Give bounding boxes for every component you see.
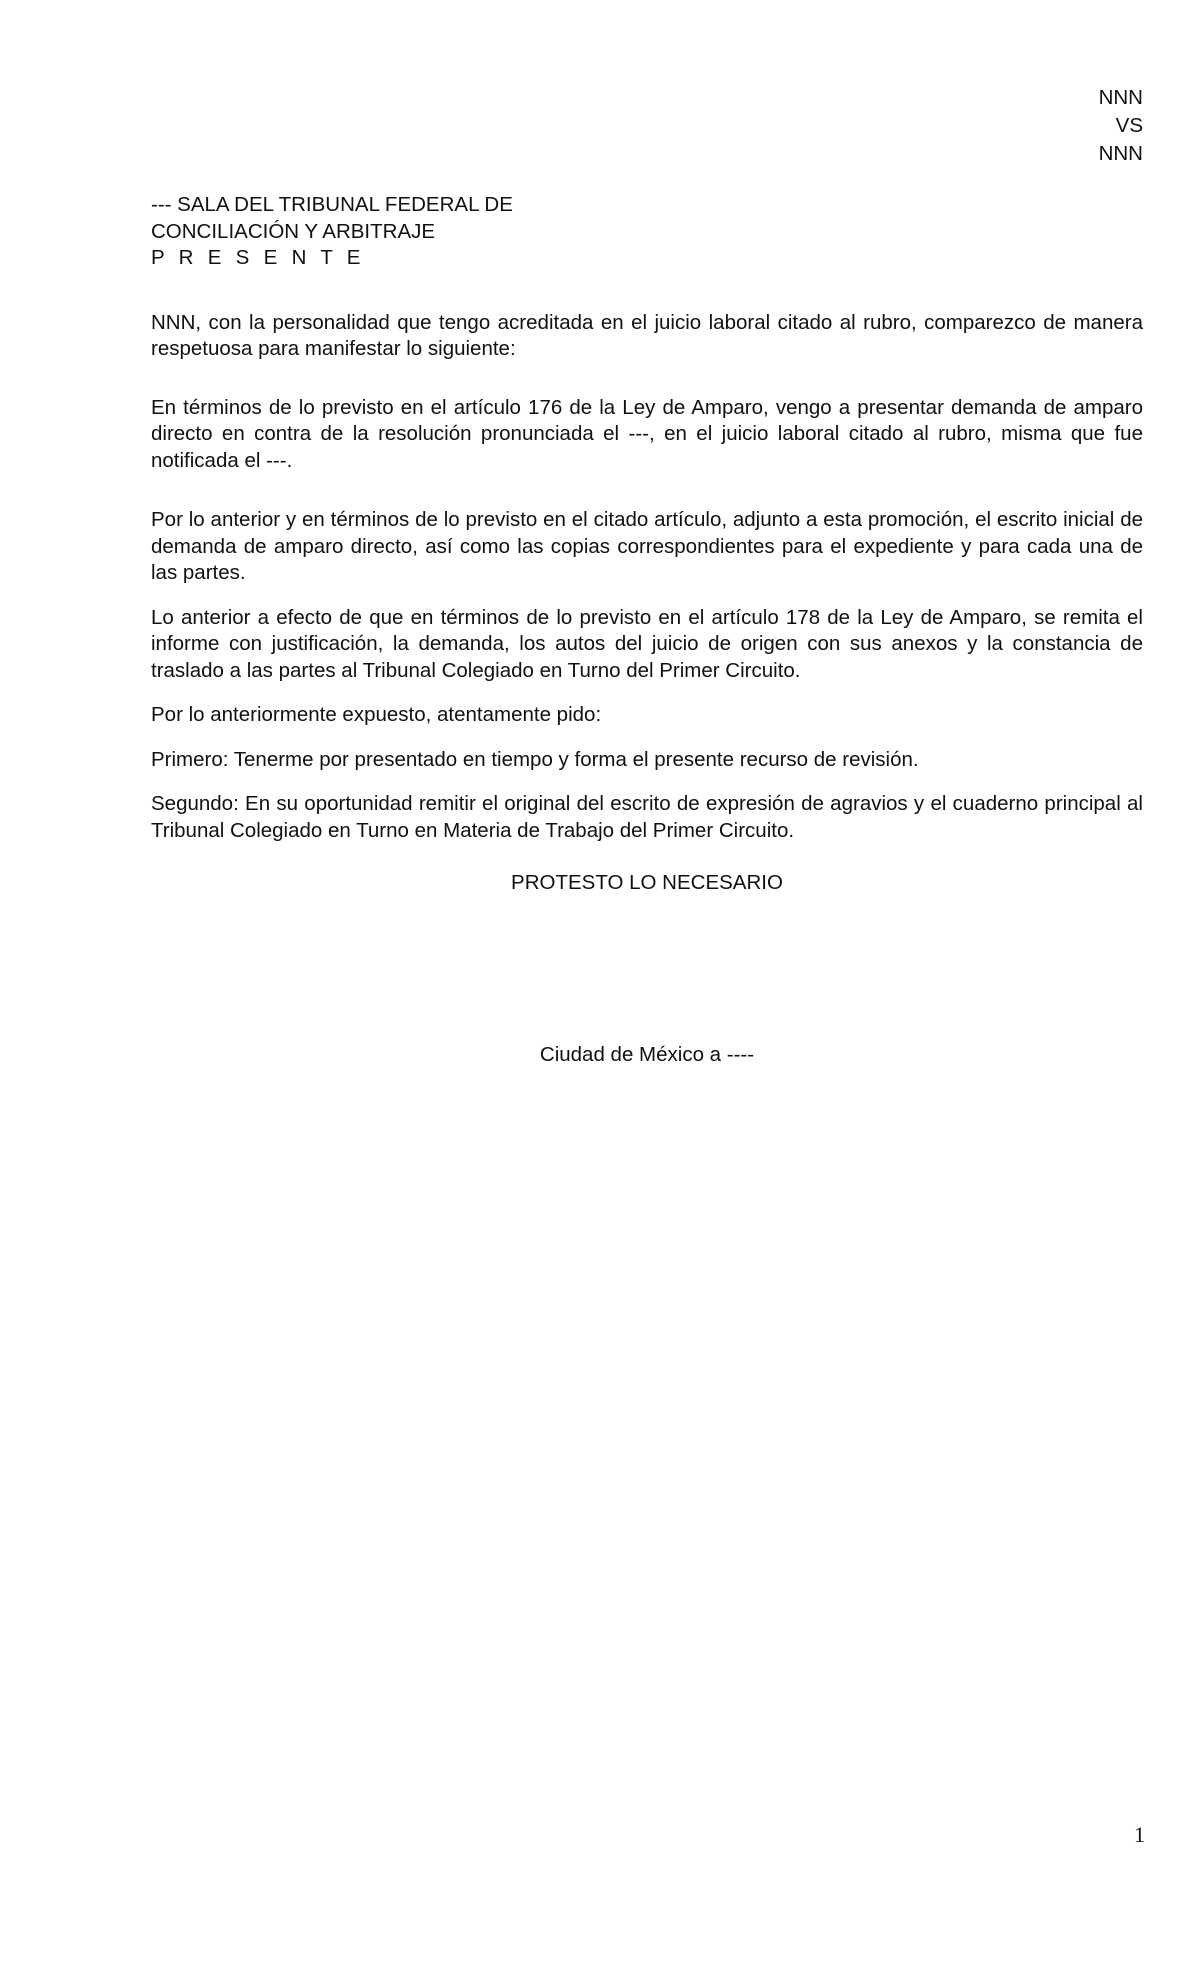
addressee-block: [151, 192, 1143, 272]
case-caption: [1099, 84, 1143, 168]
addressee-presente: P R E S E N T E: [151, 246, 365, 269]
document-body: [151, 192, 1143, 1068]
paragraph-report-request: Lo anterior a efecto de que en términos de lo previsto en el artículo 178 de la Ley de Amparo, se remita el informe con justificación, la demanda, los autos del juicio de origen con sus anexos y la constancia de traslado a las partes al Tribunal Colegiado en Turno del Primer Circuito.: [151, 605, 1143, 682]
paragraph-petition-first: Primero: Tenerme por presentado en tiempo y forma el presente recurso de revisión.: [151, 747, 919, 771]
addressee-line-1: --- SALA DEL TRIBUNAL FEDERAL DE: [151, 193, 513, 216]
place-and-date: Ciudad de México a ----: [539, 1042, 755, 1066]
closing-statement: PROTESTO LO NECESARIO: [511, 871, 783, 894]
paragraph-attachments: Por lo anterior y en términos de lo previsto en el citado artículo, adjunto a esta promoción, el escrito inicial de demanda de amparo directo, así como las copias correspondientes para el expediente y para cada una de las partes.: [151, 508, 1143, 584]
caption-party-1: NNN: [1098, 86, 1143, 109]
paragraph-petition-second: Segundo: En su oportunidad remitir el original del escrito de expresión de agravios y el cuaderno principal al Tribunal Colegiado en Turno en Materia de Trabajo del Primer Circuito.: [151, 792, 1143, 842]
page-number: 1: [1134, 1822, 1145, 1847]
caption-party-2: NNN: [1098, 142, 1143, 165]
intro-paragraph: NNN, con la personalidad que tengo acreditada en el juicio laboral citado al rubro, comparezco de manera respetuosa para manifestar lo siguiente:: [151, 310, 1143, 360]
caption-versus: VS: [1115, 114, 1143, 137]
addressee-line-2: CONCILIACIÓN Y ARBITRAJE: [151, 219, 436, 243]
paragraph-petition-intro: Por lo anteriormente expuesto, atentamente pido:: [151, 703, 602, 726]
paragraph-amparo-demand: En términos de lo previsto en el artículo 176 de la Ley de Amparo, vengo a presentar demanda de amparo directo en contra de la resolución pronunciada el ---, en el juicio laboral citado al rubro, misma que fue notificada el ---.: [151, 395, 1143, 472]
